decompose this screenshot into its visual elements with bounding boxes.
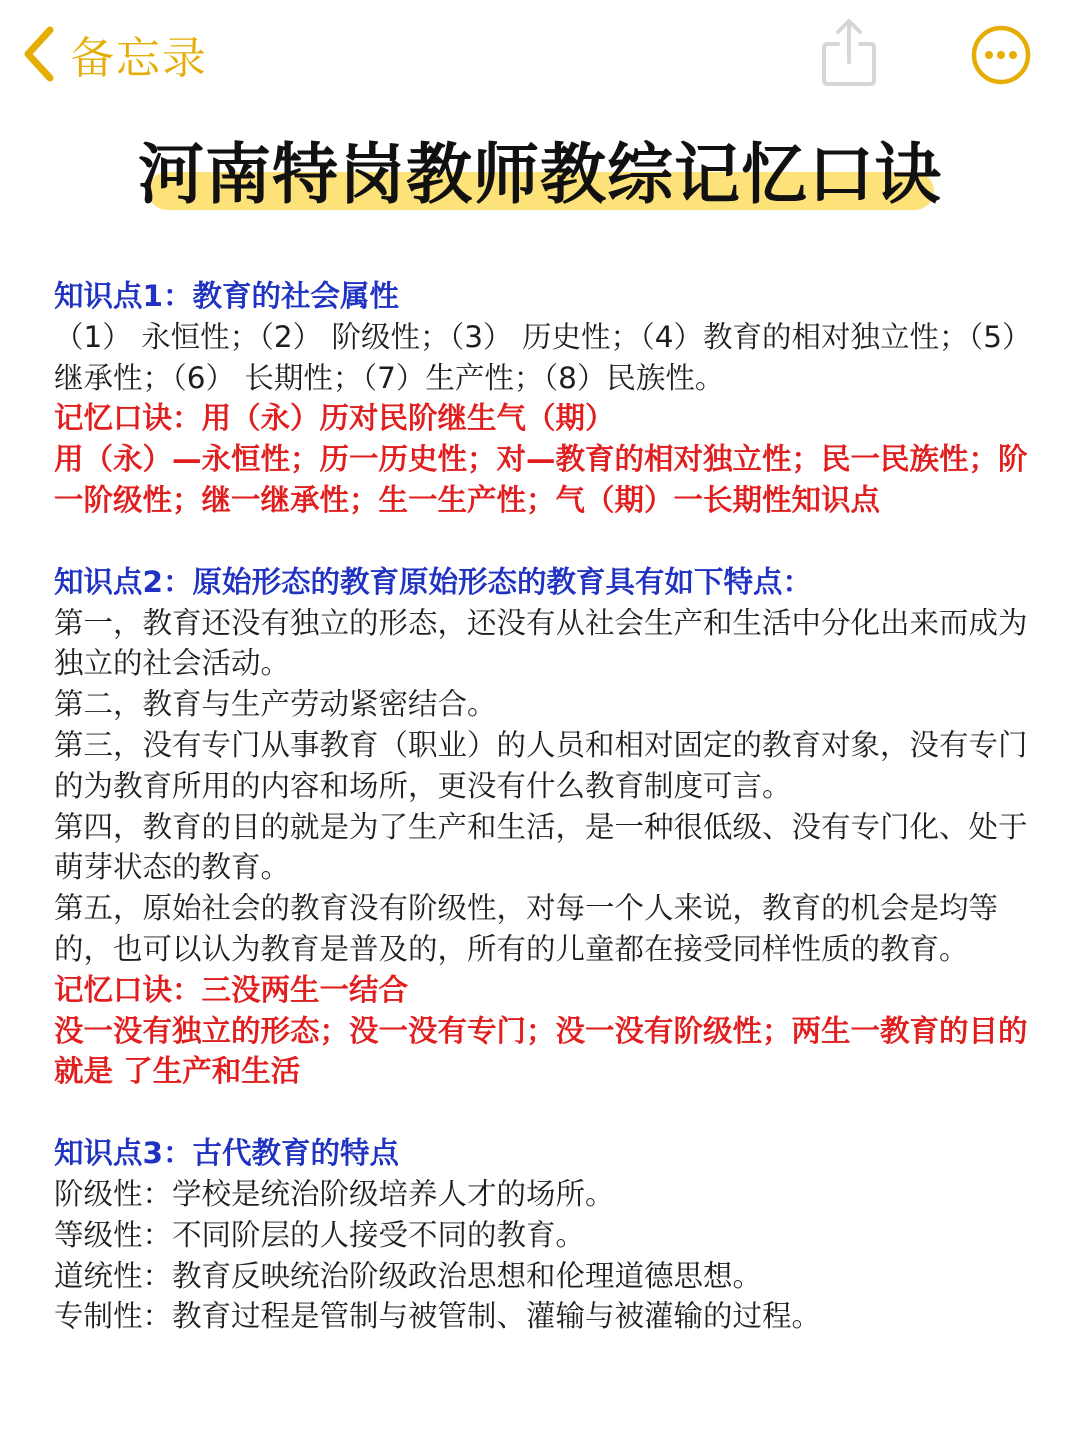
share-button[interactable] [818,16,880,88]
mnemonic-title: 记忆口诀：用（永）历对民阶继生气（期） [54,401,615,436]
section-body-line: 道统性：教育反映统治阶级政治思想和伦理道德思想。 [54,1258,763,1293]
section-body-line: 等级性：不同阶层的人接受不同的教育。 [54,1217,586,1252]
section-body-line: 第二，教育与生产劳动紧密结合。 [54,687,497,722]
section-gap [54,521,1034,562]
mnemonic-detail: 没一没有独立的形态；没一没有专门；没一没有阶级性；两生一教育的目的就是 了生产和生活 [54,1013,1028,1089]
mnemonic-detail: 用（永）—永恒性；历一历史性；对—教育的相对独立性；民一民族性；阶一阶级性；继一继承性；生一生产性；气（期）一长期性知识点 [54,442,1028,517]
section-heading: 知识点3：古代教育的特点 [54,1136,400,1171]
section-body-line: 专制性：教育过程是管制与被管制、灌输与被灌输的过程。 [54,1299,822,1334]
section-body-line: 第五，原始社会的教育没有阶级性，对每一个人来说，教育的机会是均等的，也可以认为教育是普及的，所有的儿童都在接受同样性质的教育。 [54,891,999,966]
section-body-line: 第四，教育的目的就是为了生产和生活，是一种很低级、没有专门化、处于萌芽状态的教育。 [54,809,1028,885]
navigation-bar [0,0,1080,110]
mnemonic-title: 记忆口诀：三没两生一结合 [54,972,409,1007]
more-button[interactable] [970,24,1032,86]
chevron-left-icon [22,26,56,82]
title-wrap [0,130,1080,220]
back-button[interactable] [22,22,208,86]
more-icon [970,24,1032,86]
note-content[interactable] [54,276,1034,1337]
section-body-line: 第三，没有专门从事教育（职业）的人员和相对固定的教育对象，没有专门的为教育所用的内容和场所，更没有什么教育制度可言。 [54,727,1028,803]
section-body-line: 阶级性：学校是统治阶级培养人才的场所。 [54,1176,615,1211]
note-title: 河南特岗教师教综记忆口诀 [138,136,942,213]
share-icon [818,16,880,88]
section-body-line: （1） 永恒性；（2） 阶级性；（3） 历史性；（4）教育的相对独立性；（5） 继承性；（6） 长期性；（7）生产性；（8）民族性。 [54,319,1032,395]
back-label: 备忘录 [70,33,208,84]
section-heading: 知识点1：教育的社会属性 [54,279,400,313]
section-body-line: 第一，教育还没有独立的形态，还没有从社会生产和生活中分化出来而成为独立的社会活动。 [54,605,1028,681]
section-gap [54,1092,1034,1133]
section-heading: 知识点2：原始形态的教育原始形态的教育具有如下特点： [54,564,813,599]
